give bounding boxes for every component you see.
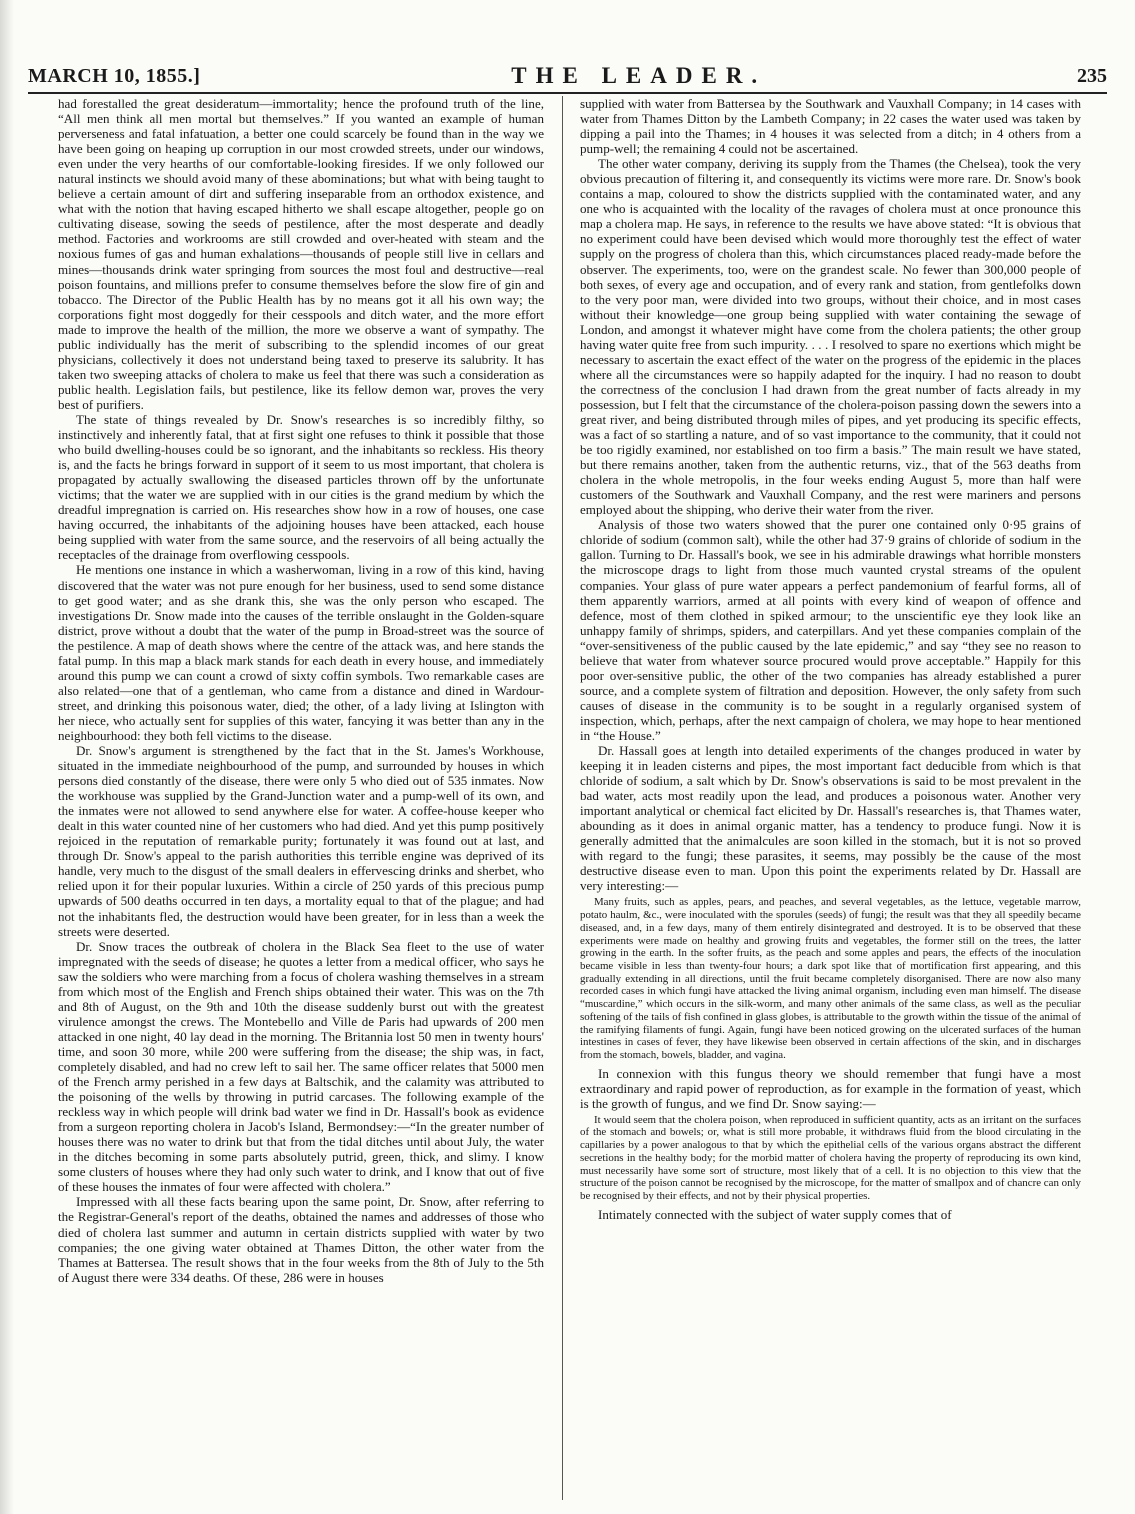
paragraph: Dr. Snow traces the outbreak of cholera in the Black Sea fleet to the use of water impregnated with the seeds of disease; he quotes a letter from a medical officer, who says he saw the soldiers who were marching from a focus of cholera washing themselves in a stream from which most of the English and French ships obtained their water. This was on the 7th and 8th of August, on the 9th and 10th the disease suddenly burst out with the greatest virulence amongst the crews. The Montebello and Ville de Paris had upwards of 200 men attacked in one night, 40 lay dead in the morning. The Britannia lost 50 men in twenty hours' time, and soon 30 more, while 200 were suffering from the disease; the ship was, in fact, completely disabled, and had no crew left to sail her. The same officer relates that 5000 men of the French army perished in a few days at Baltschik, and the calamity was attributed to the poisoning of the wells by throwing in putrid carcases. The following example of the reckless way in which people will drink bad water we find in Dr. Hassall's book as evidence from a surgeon reporting cholera in Jacob's Island, Bermondsey:—“In the greater number of houses there was no water to drink but that from the tidal ditches until about July, the water in the ditches becoming in some parts absolutely putrid, green, thick, and slimy. I know some clusters of houses where they had only such water to drink, and I know that out of five of these houses the inmates of four were affected with cholera.” — [58, 938, 544, 1195]
left-column — [58, 96, 544, 1500]
paragraph: He mentions one instance in which a washerwoman, living in a row of this kind, having discovered that the water was not pure enough for her business, used to send some distance to get good water; and as she drank this, she was the only person who escaped. The investigations Dr. Snow made into the causes of the terrible onslaught in the Golden-square district, prove without a doubt that the water of the pump in Broad-street was the source of the pestilence. A map of death shows where the centre of the attack was, and here stands the fatal pump. In this map a black mark stands for each death in every house, and immediately around this pump we can count a crowd of sixty coffin symbols. Two remarkable cases are also related—one that of a gentleman, who came from a distance and dined in Wardour-street, and drinking this poisonous water, died; the other, of a lady living at Islington with her niece, who actually sent for supplies of this water, fancying it was better than any in the neighbourhood: they both fell victims to the disease. — [58, 562, 544, 743]
scan-edge-shadow — [0, 0, 14, 1514]
block-quote: It would seem that the cholera poison, when reproduced in sufficient quantity, acts as an irritant on the surfaces of the stomach and bowels; or, what is still more probable, it withdraws fluid from the blood circulating in the capillaries by a power analogous to that by which the epithelial cells of the various organs abstract the different secretions in the healthy body; for the morbid matter of cholera having the property of reproducing its own kind, must necessarily have some sort of structure, most likely that of a cell. It is no objection to this view that the structure of the poison cannot be recognised by the microscope, for the matter of smallpox and of chancre can only be recognised by their effects, and not by their physical properties. — [580, 1113, 1081, 1202]
column-rule — [562, 96, 563, 1500]
right-column — [580, 96, 1081, 1500]
masthead-title: THE LEADER. — [511, 63, 767, 88]
paragraph: Dr. Hassall goes at length into detailed experiments of the changes produced in water by keeping it in leaden cisterns and pipes, the most important fact deducible from which is that chloride of sodium, a salt which by Dr. Snow's observations is said to be most prevalent in the bad water, acts most readily upon the lead, and produces a poisonous water. Another very important analytical or chemical fact elicited by Dr. Hassall's researches is, that Thames water, abounding as it does in animal organic matter, has a tendency to produce fungi. Now it is generally admitted that the animalcules are soon killed in the stomach, but it is not so proved with regard to the fungi; these parasites, it seems, may possibly be the cause of the most destructive disease even to man. Upon this point the experiments related by Dr. Hassall are very interesting:— — [580, 743, 1081, 894]
paragraph: Impressed with all these facts bearing upon the same point, Dr. Snow, after referring to the Registrar-General's report of the deaths, obtained the names and addresses of those who died of cholera last summer and autumn in certain districts supplied with water by two companies; the one giving water obtained at Thames Ditton, the other water from the Thames at Battersea. The result shows that in the four weeks from the 8th of July to the 5th of August there were 334 deaths. Of these, 286 were in houses — [58, 1194, 544, 1285]
paragraph: Intimately connected with the subject of water supply comes that of — [598, 1206, 952, 1222]
block-quote: Many fruits, such as apples, pears, and peaches, and several vegetables, as the lettuce, vegetable marrow, potato haulm, &c., were inoculated with the sporules (seeds) of fungi; the result was that they all speedily became diseased, and, in a few days, many of them entirely disintegrated and destroyed. It is to be observed that these experiments were made on healthy and growing fruits and vegetables, the former still on the trees, the latter growing in the earth. In the softer fruits, as the peach and some apples and pears, the effects of the inoculation became visible in less than twenty-four hours; a dark spot like that of mortification first appearing, and this gradually extending in all directions, until the fruit became completely disorganised. There are now also many recorded cases in which fungi have attacked the living animal organism, including even man himself. The disease “muscardine,” which occurs in the silk-worm, and many other animals of the same class, as well as the peculiar softening of the tails of fish confined in glass globes, is attributable to the growth within the tissue of the animal of the ramifying filaments of fungi. Again, fungi have been noticed growing on the ulcerated surfaces of the human intestines in cases of fever, they have likewise been observed in certain affections of the skin, and in discharges from the stomach, bowels, bladder, and vagina. — [580, 896, 1081, 1061]
page-header — [28, 58, 1107, 94]
paragraph: The state of things revealed by Dr. Snow's researches is so incredibly filthy, so instinctively and inherently fatal, that at first sight one refuses to think it possible that those who build dwelling-houses could be so ignorant, and the inhabitants so reckless. His theory is, and the facts he brings forward in support of it seem to us most important, that cholera is propagated by actually swallowing the diseased particles thrown off by the unfortunate victims; that the water we are supplied with in our cities is the grand medium by which the dreadful impregnation is carried on. His researches show how in a row of houses, one case having occurred, the inhabitants of the adjoining houses have been attacked, each house being supplied with water from the same source, and the reservoirs of all being actually the receptacles of the drainage from overflowing cesspools. — [58, 411, 544, 563]
paragraph: Dr. Snow's argument is strengthened by the fact that in the St. James's Workhouse, situated in the immediate neighbourhood of the pump, and surrounded by houses in which persons died constantly of the disease, there were only 5 who died out of 535 inmates. Now the workhouse was supplied by the Grand-Junction water and a pump-well of its own, and the inmates were not allowed to send anywhere else for water. A coffee-house keeper who dealt in this water counted nine of her customers who had died. And yet this pump positively rejoiced in the reputation of remarkable purity; fortunately it was found out at last, and through Dr. Snow's appeal to the parish authorities this terrible engine was deprived of its handle, very much to the disgust of the small dealers in effervescing drinks and sherbet, who relied upon it for their popular luxuries. Within a circle of 250 yards of this precious pump upwards of 500 deaths occurred in ten days, a mortality equal to that of the plague; and had not the inhabitants fled, the destruction would have been greater, for in less than a week the streets were deserted. — [58, 743, 544, 939]
page-number: 235 — [1077, 65, 1107, 87]
paragraph: The other water company, deriving its supply from the Thames (the Chelsea), took the very obvious precaution of filtering it, and consequently its victims were more rare. Dr. Snow's book contains a map, coloured to show the districts supplied with the contaminated water, and any one who is acquainted with the locality of the ravages of cholera must at once pronounce this map a cholera map. He says, in reference to the results we have above stated: “It is obvious that no experiment could have been devised which would more thoroughly test the effect of water supply on the progress of cholera than this, which circumstances placed ready-made before the observer. The experiments, too, were on the grandest scale. No fewer than 300,000 people of both sexes, of every age and occupation, and of every rank and station, from gentlefolks down to the very poor man, were divided into two groups, without their choice, and in most cases without their knowledge—one group being supplied with water containing the sewage of London, and amongst it whatever might have come from the cholera patients; the other group having water quite free from such impurity. . . . I resolved to spare no exertions which might be necessary to ascertain the exact effect of the water on the progress of the epidemic in the places where all the circumstances were so happily adapted for the inquiry. I had no reason to doubt the correctness of the conclusion I had drawn from the great number of facts already in my possession, but I felt that the circumstance of the cholera-poison passing down the sewers into a great river, and being distributed through miles of pipes, and yet producing its specific effects, was a fact of so startling a nature, and of so vast importance to the community, that it could not be too rigidly examined, nor established on too firm a basis.” The main result we have stated, but there remains another, taken from the authentic returns, viz., that of the 563 deaths from cholera in the whole metropolis, in the four weeks ending August 5, more than half were customers of the Southwark and Vauxhall Company, and the rest were mariners and persons employed about the shipping, who derive their water from the river. — [580, 156, 1081, 518]
paragraph: In connexion with this fungus theory we should remember that fungi have a most extraordinary and rapid power of reproduction, as for example in the formation of yeast, which is the growth of fungus, and we find Dr. Snow saying:— — [580, 1065, 1081, 1111]
paragraph: had forestalled the great desideratum—immortality; hence the profound truth of the line, “All men think all men mortal but themselves.” If you wanted an example of human perverseness and fatal infatuation, a better one could scarcely be found than in the way we have been going on heaping up corruption in our most crowded streets, under our windows, even under the very hearths of our comfortable-looking firesides. If we only followed our natural instincts we should avoid many of these abominations; but what with being taught to believe a certain amount of dirt and suffering inseparable from an orthodox existence, and what with the notion that having escaped hitherto we shall escape altogether, people go on cultivating disease, sowing the seeds of pestilence, after the most desperate and deadly method. Factories and workrooms are still crowded and over-heated with steam and the noxious fumes of gas and human exhalations—thousands of people still live in cellars and mines—thousands drink water springing from sources the most foul and destructive—real poison fountains, and millions prefer to consume themselves before the slow fire of gin and tobacco. The Director of the Public Health has by no means got it all his own way; the corporations fight most doggedly for their cesspools and ditch water, and the more effort made to improve the health of the million, the more we observe a want of sympathy. The public individually has the merit of subscribing to the splendid incomes of our great physicians, collectively it does not understand being taxed to preserve its salubrity. It has taken two sweeping attacks of cholera to make us feel that there was such a consideration as public health. Legislation fails, but pestilence, like its fellow demon war, proves the very best of purifiers. — [58, 96, 544, 412]
issue-date: MARCH 10, 1855.] — [28, 65, 201, 87]
paragraph: supplied with water from Battersea by the Southwark and Vauxhall Company; in 14 cases with water from Thames Ditton by the Lambeth Company; in 22 cases the water used was taken by dipping a pail into the Thames; in 4 houses it was selected from a ditch; in 4 others from a pump-well; the remaining 4 could not be ascertained. — [580, 96, 1081, 157]
paragraph: Analysis of those two waters showed that the purer one contained only 0·95 grains of chloride of sodium (common salt), while the other had 37·9 grains of chloride of sodium in the gallon. Turning to Dr. Hassall's book, we see in his admirable drawings what horrible monsters the microscope drags to light from those much vaunted crystal streams of the opulent companies. Your glass of pure water appears a perfect pandemonium of fearful forms, all of them apparently warriors, armed at all points with every kind of weapon of offence and defence, most of them clothed in spiked armour; to the unscientific eye they look like an unhappy family of shrimps, spiders, and caterpillars. And yet these companies complain of the “over-sensitiveness of the public caused by the late epidemic,” and say “they see no reason to believe that water from whatever source procured would prove acceptable.” Happily for this poor over-sensitive public, the other of the two companies has already established a purer source, and a complete system of filtration and deposition. However, the only safety from such causes of disease in the community is to be sought in a regularly organised system of inspection, which, perhaps, after the next campaign of cholera, we may hope to hear mentioned in “the House.” — [580, 517, 1081, 743]
